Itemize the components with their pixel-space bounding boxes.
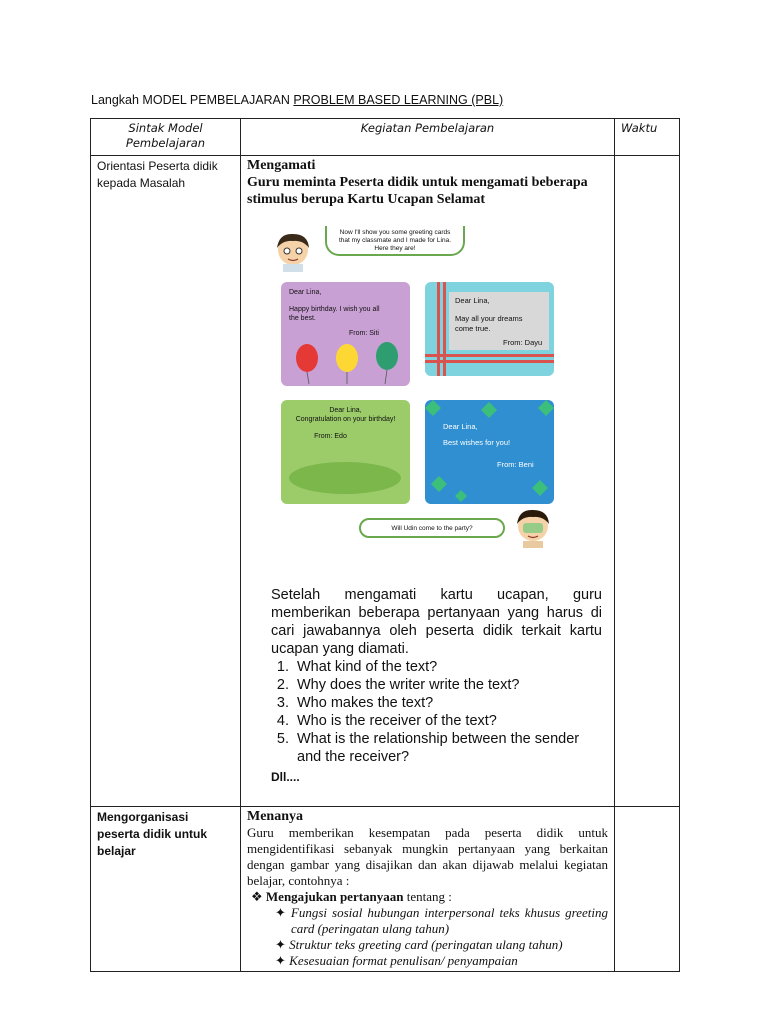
card-from: From: Dayu bbox=[503, 338, 543, 347]
etc-text: Dll.... bbox=[271, 770, 300, 784]
question-list bbox=[271, 658, 602, 766]
star-bullet-icon: ✦ bbox=[275, 953, 290, 968]
header-kegiatan: Kegiatan Pembelajaran bbox=[241, 119, 615, 156]
card-greeting: Dear Lina, bbox=[455, 296, 490, 305]
bullet-item bbox=[251, 889, 608, 905]
card-message: Congratulation on your birthday! bbox=[295, 416, 396, 423]
after-observation bbox=[247, 586, 608, 786]
waktu-cell bbox=[615, 156, 680, 807]
card-from: From: Beni bbox=[497, 460, 534, 469]
heading-mengamati: Mengamati bbox=[247, 158, 316, 173]
list-item: 4. Who is the receiver of the text? bbox=[293, 712, 602, 730]
body-menanya: Guru memberikan kesempatan pada peserta didik untuk mengidentifikasi sebanyak mungkin pertanyaan yang berkaitan dengan gambar yang disajikan dan akan dijawab melalui kegiatan belajar, contohnya : bbox=[247, 825, 608, 888]
greeting-card-edo bbox=[281, 400, 410, 504]
greeting-card-dayu bbox=[425, 282, 554, 376]
card-greeting: Dear Lina, bbox=[329, 407, 362, 414]
header-sintak: Sintak Model Pembelajaran bbox=[91, 119, 241, 156]
step-mengorganisasi: Mengorganisasi peserta didik untuk belajar bbox=[91, 807, 241, 972]
star-bullet-icon: ✦ bbox=[275, 905, 291, 920]
list-item: 3. Who makes the text? bbox=[293, 694, 602, 712]
document-title bbox=[91, 93, 503, 107]
list-item: 5. What is the relationship between the sender and the receiver? bbox=[293, 730, 602, 766]
step-orientasi: Orientasi Peserta didik kepada Masalah bbox=[91, 156, 241, 807]
bullet-rest: tentang : bbox=[403, 889, 452, 904]
after-paragraph: Setelah mengamati kartu ucapan, guru memberikan beberapa pertanyaan yang harus di cari jawabannya oleh peserta didik terkait kartu ucapan yang diamati. bbox=[271, 587, 602, 657]
sub-item: ✦ Struktur teks greeting card (peringatan ulang tahun) bbox=[275, 937, 563, 952]
heading-menanya: Menanya bbox=[247, 809, 303, 824]
list-item: 2. Why does the writer write the text? bbox=[293, 676, 602, 694]
card-message: Happy birthday. I wish you all the best. bbox=[289, 306, 380, 322]
intro-mengamati: Guru meminta Peserta didik untuk mengamati beberapa stimulus berupa Kartu Ucapan Selamat bbox=[247, 175, 588, 207]
grass-icon bbox=[281, 456, 410, 496]
card-from: From: Edo bbox=[314, 433, 347, 440]
card-message: Best wishes for you! bbox=[443, 438, 511, 447]
greeting-card-siti bbox=[281, 282, 410, 386]
speech-bubble-top: Now I'll show you some greeting cards that my classmate and I made for Lina. Here they are! bbox=[325, 226, 465, 256]
table-row bbox=[91, 156, 680, 807]
speech-bubble-bottom: Will Udin come to the party? bbox=[359, 518, 505, 538]
greeting-card-beni bbox=[425, 400, 554, 504]
title-prefix: Langkah MODEL PEMBELAJARAN bbox=[91, 93, 294, 107]
title-underlined: PROBLEM BASED LEARNING (PBL) bbox=[293, 93, 504, 107]
boy-avatar-icon bbox=[271, 230, 315, 272]
list-item: 1. What kind of the text? bbox=[293, 658, 602, 676]
card-message: May all your dreams come true. bbox=[455, 314, 523, 333]
card-from: From: Siti bbox=[349, 330, 379, 337]
card-greeting: Dear Lina, bbox=[289, 289, 322, 296]
kegiatan-menanya bbox=[241, 807, 615, 972]
waktu-cell bbox=[615, 807, 680, 972]
pbl-steps-table bbox=[90, 118, 680, 972]
diamond-bullet-icon: ❖ bbox=[251, 889, 266, 904]
sub-item: ✦ Kesesuaian format penulisan/ penyampaian bbox=[275, 953, 518, 968]
balloons-icon bbox=[285, 340, 405, 384]
bullet-bold: Mengajukan pertanyaan bbox=[265, 889, 404, 904]
card-greeting: Dear Lina, bbox=[443, 422, 478, 431]
star-bullet-icon: ✦ bbox=[275, 937, 290, 952]
greeting-card-illustration bbox=[247, 208, 608, 586]
boy-avatar-icon bbox=[511, 506, 555, 548]
table-row bbox=[91, 807, 680, 972]
header-waktu: Waktu bbox=[615, 119, 680, 156]
kegiatan-mengamati bbox=[241, 156, 615, 807]
header-row bbox=[91, 119, 680, 156]
sub-item: ✦ Fungsi sosial hubungan interpersonal teks khusus greeting card (peringatan ulang tahun) bbox=[275, 905, 608, 936]
